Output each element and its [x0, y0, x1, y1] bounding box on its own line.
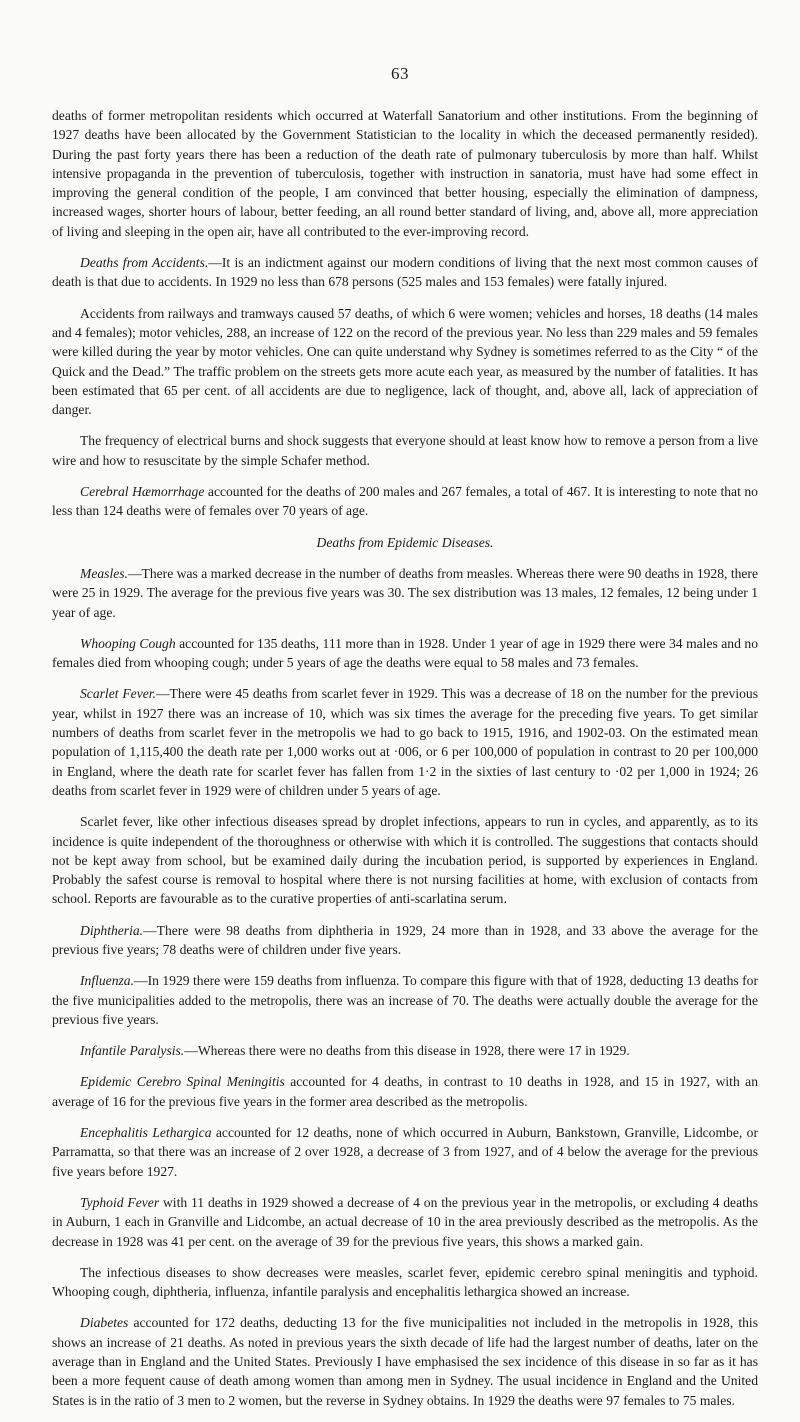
paragraph-text: with 11 deaths in 1929 showed a decrease of 4 on the previous year in the metropolis, or excluding 4 deaths in Auburn, 1 each in Granville and Lidcombe, an actual decrease of 10 in the area previously described as the metropolis. As the decrease in 1928 was 41 per cent. on the average of 39 for the previous five years, this shows a marked gain.	[52, 1194, 758, 1249]
paragraph	[52, 684, 758, 800]
paragraph-text: The frequency of electrical burns and shock suggests that everyone should at least know how to remove a person from a live wire and how to resuscitate by the simple Schafer method.	[52, 433, 758, 468]
section-lead: Diphtheria.	[80, 922, 144, 938]
paragraph	[52, 1072, 758, 1111]
section-lead: Encephalitis Lethargica	[80, 1125, 212, 1141]
body-text	[52, 106, 758, 1422]
section-lead: Typhoid Fever	[80, 1194, 160, 1210]
paragraph	[52, 106, 758, 241]
paragraph-text: —There was a marked decrease in the number of deaths from measles. Whereas there were 90 deaths in 1928, there were 25 in 1929. The average for the previous five years was 30. The sex distribution was 13 males, 12 females, 12 being under 1 year of age.	[52, 565, 758, 620]
section-heading: Deaths from Epidemic Diseases.	[316, 534, 494, 550]
paragraph-text: The infectious diseases to show decreases were measles, scarlet fever, epidemic cerebro spinal meningitis and typhoid. Whooping cough, diphtheria, influenza, infantile paralysis and encephalitis lethargica showed an increase.	[52, 1264, 758, 1300]
section-lead: Cerebral Hæmorrhage	[80, 484, 205, 500]
paragraph-text: —There were 45 deaths from scarlet fever in 1929. This was a decrease of 18 on the number for the previous year, whilst in 1927 there was an increase of 10, which was six times the average for the preceding five years. To get similar numbers of deaths from scarlet fever in the metropolis we had to go back to 1915, 1916, and 1902-03. On the estimated mean population of 1,115,400 the death rate per 1,000 works out at ·006, or 6 per 100,000 of population in contrast to 20 per 100,000 in England, where the death rate for scarlet fever has fallen from 1·2 in the sixties of last century to ·02 per 1,000 in 1924; 26 deaths from scarlet fever in 1929 were of children under 5 years of age.	[52, 686, 758, 798]
paragraph	[52, 253, 758, 292]
paragraph-text: accounted for 4 deaths, in contrast to 10 deaths in 1928, and 15 in 1927, with an average of 16 for the previous five years in the former area described as the metropolis.	[52, 1074, 759, 1109]
paragraph-text: accounted for the deaths of 200 males and 267 females, a total of 467. It is interesting to note that no less than 124 deaths were of females over 70 years of age.	[52, 484, 758, 519]
paragraph	[52, 564, 758, 622]
paragraph-text: —In 1929 there were 159 deaths from influenza. To compare this figure with that of 1928, deducting 13 deaths for the five municipalities added to the metropolis, there was an increase of 70. The deaths were actually double the average for the previous five years.	[52, 973, 758, 1027]
paragraph	[52, 812, 758, 908]
paragraph	[52, 1041, 758, 1060]
paragraph	[52, 482, 758, 521]
paragraph	[52, 431, 758, 470]
paragraph-text: accounted for 135 deaths, 111 more than in 1928. Under 1 year of age in 1929 there were 34 males and no females died from whooping cough; under 5 years of age the deaths were equal to 58 males and 73 females.	[52, 635, 758, 671]
paragraph-text: Accidents from railways and tramways caused 57 deaths, of which 6 were women; vehicles and horses, 18 deaths (14 males and 4 females); motor vehicles, 288, an increase of 122 on the record of the previous year. No less than 229 males and 59 females were killed during the year by motor vehicles. One can quite understand why Sydney is sometimes referred to as the City “ of the Quick and the Dead.” The traffic problem on the streets gets more acute each year, as measured by the number of fatalities. It has been estimated that 65 per cent. of all accidents are due to negligence, lack of thought, and, above all, lack of appreciation of danger.	[52, 305, 758, 418]
section-lead: Infantile Paralysis.	[80, 1043, 185, 1059]
paragraph	[52, 1313, 758, 1409]
paragraph	[52, 304, 758, 420]
section-lead: Diabetes	[80, 1315, 129, 1331]
paragraph-text: deaths of former metropolitan residents which occurred at Waterfall Sanatorium and other institutions. From the beginning of 1927 deaths have been allocated by the Government Statistician to the locality in which the deceased permanently resided). During the past forty years there has been a reduction of the death rate of pulmonary tuberculosis by more than half. Whilst intensive propaganda in the prevention of tuberculosis, together with instruction in sanatoria, must have had some effect in improving the general condition of the people, I am convinced that better housing, especially the elimination of dampness, increased wages, shorter hours of labour, better feeding, an all round better standard of living, and, above all, more appreciation of living and sleeping in the open air, have all contributed to the ever-improving record.	[52, 108, 758, 239]
paragraph-text: Scarlet fever, like other infectious diseases spread by droplet infections, appears to run in cycles, and apparently, as to its incidence is quite independent of the thoroughness or otherwise with which it is controlled. The suggestions that contacts should not be kept away from school, but be examined daily during the incubation period, is supported by experiences in England. Probably the safest course is removal to hospital where there is not nursing facilities at home, with exclusion of contacts from school. Reports are favourable as to the curative properties of anti-scarlatina serum.	[52, 814, 758, 907]
paragraph-text: —There were 98 deaths from diphtheria in 1929, 24 more than in 1928, and 33 above the average for the previous five years; 78 deaths were of children under five years.	[52, 922, 758, 957]
paragraph-text: —Whereas there were no deaths from this disease in 1928, there were 17 in 1929.	[184, 1043, 630, 1059]
paragraph	[52, 1193, 758, 1251]
paragraph	[52, 921, 758, 960]
section-lead: Epidemic Cerebro Spinal Meningitis	[80, 1074, 285, 1090]
section-lead: Influenza.	[80, 973, 134, 989]
paragraph	[52, 1123, 758, 1181]
paragraph-text: accounted for 12 deaths, none of which occurred in Auburn, Bankstown, Granville, Lidcombe, or Parramatta, so that there was an increase of 2 over 1928, a decrease of 3 from 1927, and of 4 below the average for the previous five years before 1927.	[52, 1125, 758, 1179]
section-lead: Scarlet Fever.	[80, 686, 156, 702]
paragraph-text: —It is an indictment against our modern conditions of living that the next most common causes of death is that due to accidents. In 1929 no less than 678 persons (525 males and 153 females) were fatally injured.	[52, 255, 758, 290]
page-number: 63	[391, 64, 409, 83]
paragraph-text: accounted for 172 deaths, deducting 13 for the five municipalities not included in the metropolis in 1928, this shows an increase of 21 deaths. As noted in previous years the sixth decade of life had the largest number of deaths, later on the average than in England and the United States. Previously I have emphasised the sex incidence of this disease in so far as it has been a more fequent cause of death among women than among men in Sydney. The usual incidence in England and the United States is in the ratio of 3 men to 2 women, but the reverse in Sydney obtains. In 1929 the deaths were 97 females to 75 males.	[52, 1315, 758, 1408]
section-lead: Measles.	[80, 565, 128, 581]
paragraph	[52, 971, 758, 1029]
paragraph	[52, 634, 758, 673]
section-lead: Deaths from Accidents.	[80, 255, 209, 271]
paragraph	[52, 1263, 758, 1302]
section-lead: Whooping Cough	[80, 635, 176, 651]
